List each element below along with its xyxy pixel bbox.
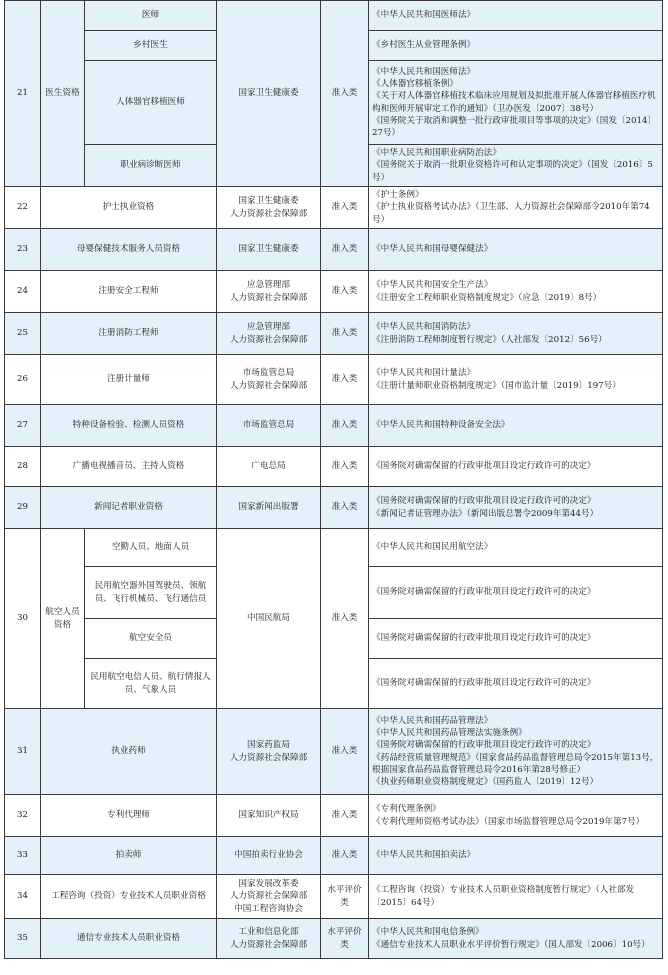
- qualification-table: [4, 0, 663, 959]
- row-number: 23: [5, 229, 41, 271]
- row-number: 24: [5, 271, 41, 313]
- authority: 国家发展改革委 人力资源社会保障部 中国工程咨询协会: [217, 875, 321, 919]
- legal-basis: 《中华人民共和国母婴保健法》: [369, 229, 663, 271]
- qualification-name: 母婴保健技术服务人员资格: [41, 229, 217, 271]
- sub-qualification: 人体器官移植医师: [85, 61, 217, 145]
- qualification-type: 水平评价类: [321, 875, 369, 919]
- sub-qualification: 医师: [85, 1, 217, 31]
- row-number: 27: [5, 405, 41, 447]
- authority: 市场监管总局 人力资源社会保障部: [217, 355, 321, 405]
- authority: 国家药监局 人力资源社会保障部: [217, 709, 321, 795]
- qualification-type: 准入类: [321, 795, 369, 837]
- qualification-name: 注册消防工程师: [41, 313, 217, 355]
- authority: 应急管理部 人力资源社会保障部: [217, 271, 321, 313]
- sub-qualification: 乡村医生: [85, 31, 217, 61]
- category-name: 医生资格: [41, 1, 85, 187]
- table-row: [5, 447, 663, 487]
- legal-basis: 《中华人民共和国消防法》 《注册消防工程师制度暂行规定》（人社部发〔2012〕56号）: [369, 313, 663, 355]
- table-row: [5, 355, 663, 405]
- authority: 中国民航局: [217, 529, 321, 709]
- sub-qualification: 航空安全员: [85, 619, 217, 659]
- table-row: [5, 1, 663, 31]
- row-number: 28: [5, 447, 41, 487]
- qualification-type: 准入类: [321, 837, 369, 875]
- legal-basis: 《中华人民共和国药品管理法》 《中华人民共和国药品管理法实施条例》 《国务院对确需保留的行政审批项目设定行政许可的决定》 《药品经营质量管理规范》（国家食品药品监督管理总局令2015年第13号，根据国家食品药品监督管理总局令2016年第28号修正） 《执业药师职业资格制度规定》（国药监人〔2019〕12号）: [369, 709, 663, 795]
- legal-basis: 《中华人民共和国计量法》 《注册计量师职业资格制度规定》（国市监计量〔2019〕197号）: [369, 355, 663, 405]
- qualification-type: 准入类: [321, 447, 369, 487]
- legal-basis: 《护士条例》 《护士执业资格考试办法》（卫生部、人力资源社会保障部令2010年第74号）: [369, 187, 663, 229]
- legal-basis: 《中华人民共和国医师法》: [369, 1, 663, 31]
- category-name: 航空人员资格: [41, 529, 85, 709]
- authority: 国家新闻出版署: [217, 487, 321, 529]
- sub-qualification: 空勤人员、地面人员: [85, 529, 217, 567]
- table-row: [5, 187, 663, 229]
- legal-basis: 《国务院对确需保留的行政审批项目设定行政许可的决定》: [369, 447, 663, 487]
- qualification-name: 工程咨询（投资）专业技术人员职业资格: [41, 875, 217, 919]
- row-number: 33: [5, 837, 41, 875]
- row-number: 22: [5, 187, 41, 229]
- qualification-type: 准入类: [321, 187, 369, 229]
- row-number: 21: [5, 1, 41, 187]
- authority: 工业和信息化部 人力资源社会保障部: [217, 919, 321, 959]
- authority: 中国拍卖行业协会: [217, 837, 321, 875]
- qualification-type: 准入类: [321, 271, 369, 313]
- qualification-type: 水平评价类: [321, 919, 369, 959]
- sub-qualification: 民用航空电信人员、航行情报人员、气象人员: [85, 659, 217, 709]
- table-row: [5, 875, 663, 919]
- row-number: 29: [5, 487, 41, 529]
- legal-basis: 《中华人民共和国医师法》 《人体器官移植条例》 《关于对人体器官移植技术临床应用规划及拟批准开展人体器官移植医疗机构和医师开展审定工作的通知》（卫办医发〔2007〕38号） 《国务院关于取消和调整一批行政审批项目等事项的决定》（国发〔2014〕27号）: [369, 61, 663, 145]
- table-row: [5, 709, 663, 795]
- qualification-type: 准入类: [321, 1, 369, 187]
- authority: 国家卫生健康委 人力资源社会保障部: [217, 187, 321, 229]
- table-row: [5, 837, 663, 875]
- qualification-name: 拍卖师: [41, 837, 217, 875]
- row-number: 25: [5, 313, 41, 355]
- legal-basis: 《中华人民共和国电信条例》 《通信专业技术人员职业水平评价暂行规定》（国人部发〔2006〕10号）: [369, 919, 663, 959]
- authority: 国家知识产权局: [217, 795, 321, 837]
- table-row: [5, 529, 663, 567]
- sub-qualification: 职业病诊断医师: [85, 145, 217, 187]
- row-number: 30: [5, 529, 41, 709]
- row-number: 32: [5, 795, 41, 837]
- qualification-type: 准入类: [321, 229, 369, 271]
- row-number: 35: [5, 919, 41, 959]
- qualification-type: 准入类: [321, 355, 369, 405]
- authority: 广电总局: [217, 447, 321, 487]
- qualification-name: 注册安全工程师: [41, 271, 217, 313]
- legal-basis: 《中华人民共和国民用航空法》: [369, 529, 663, 567]
- qualification-name: 新闻记者职业资格: [41, 487, 217, 529]
- legal-basis: 《专利代理条例》 《专利代理师资格考试办法》（国家市场监督管理总局令2019年第7号）: [369, 795, 663, 837]
- legal-basis: 《中华人民共和国拍卖法》: [369, 837, 663, 875]
- qualification-name: 执业药师: [41, 709, 217, 795]
- qualification-name: 护士执业资格: [41, 187, 217, 229]
- row-number: 31: [5, 709, 41, 795]
- legal-basis: 《中华人民共和国特种设备安全法》: [369, 405, 663, 447]
- qualification-type: 准入类: [321, 487, 369, 529]
- authority: 国家卫生健康委: [217, 1, 321, 187]
- qualification-type: 准入类: [321, 709, 369, 795]
- table-row: [5, 487, 663, 529]
- legal-basis: 《中华人民共和国安全生产法》 《注册安全工程师职业资格制度规定》（应急〔2019〕8号）: [369, 271, 663, 313]
- qualification-type: 准入类: [321, 405, 369, 447]
- row-number: 26: [5, 355, 41, 405]
- legal-basis: 《国务院对确需保留的行政审批项目设定行政许可的决定》: [369, 567, 663, 619]
- legal-basis: 《国务院对确需保留的行政审批项目设定行政许可的决定》 《新闻记者证管理办法》（新闻出版总署令2009年第44号）: [369, 487, 663, 529]
- authority: 国家卫生健康委: [217, 229, 321, 271]
- authority: 市场监管总局: [217, 405, 321, 447]
- qualification-name: 特种设备检验、检测人员资格: [41, 405, 217, 447]
- authority: 应急管理部 人力资源社会保障部: [217, 313, 321, 355]
- legal-basis: 《乡村医生从业管理条例》: [369, 31, 663, 61]
- table-row: [5, 229, 663, 271]
- legal-basis: 《国务院对确需保留的行政审批项目设定行政许可的决定》: [369, 659, 663, 709]
- table-row: [5, 313, 663, 355]
- sub-qualification: 民用航空器外国驾驶员、领航员、飞行机械员、飞行通信员: [85, 567, 217, 619]
- qualification-name: 通信专业技术人员职业资格: [41, 919, 217, 959]
- row-number: 34: [5, 875, 41, 919]
- table-row: [5, 919, 663, 959]
- table-row: [5, 271, 663, 313]
- legal-basis: 《国务院对确需保留的行政审批项目设定行政许可的决定》: [369, 619, 663, 659]
- qualification-name: 广播电视播音员、主持人资格: [41, 447, 217, 487]
- legal-basis: 《工程咨询（投资）专业技术人员职业资格制度暂行规定》（人社部发〔2015〕64号）: [369, 875, 663, 919]
- qualification-name: 注册计量师: [41, 355, 217, 405]
- legal-basis: 《中华人民共和国职业病防治法》 《国务院关于取消一批职业资格许可和认定事项的决定》（国发〔2016〕5号）: [369, 145, 663, 187]
- table-row: [5, 405, 663, 447]
- qualification-name: 专利代理师: [41, 795, 217, 837]
- table-row: [5, 795, 663, 837]
- qualification-type: 准入类: [321, 529, 369, 709]
- qualification-type: 准入类: [321, 313, 369, 355]
